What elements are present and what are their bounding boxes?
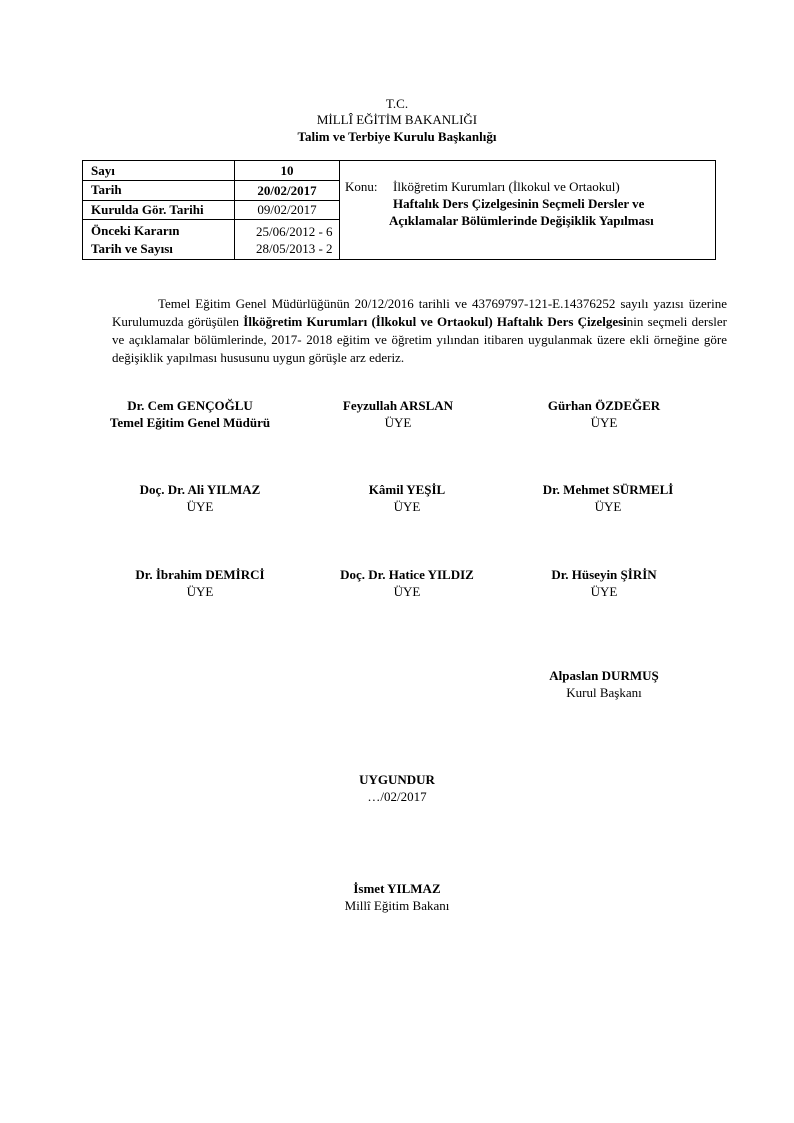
minister-signature — [287, 880, 507, 914]
header-tc: T.C. — [385, 96, 409, 111]
signature-title: ÜYE — [186, 584, 214, 599]
signature-block — [90, 481, 310, 515]
konu-line-2: Haftalık Ders Çizelgesinin Seçmeli Dersler ve — [393, 196, 645, 211]
signature-block — [80, 397, 300, 431]
sayi-label: Sayı — [91, 163, 115, 178]
table-divider — [83, 219, 339, 220]
signature-name: Alpaslan DURMUŞ — [549, 668, 659, 683]
signature-name: Doç. Dr. Hatice YILDIZ — [340, 567, 474, 582]
konu-line-3: Açıklamalar Bölümlerinde Değişiklik Yapılması — [389, 213, 654, 228]
kurulda-label: Kurulda Gör. Tarihi — [91, 202, 204, 217]
signature-name: Doç. Dr. Ali YILMAZ — [139, 482, 261, 497]
signature-title: ÜYE — [594, 499, 622, 514]
signature-name: Gürhan ÖZDEĞER — [547, 398, 661, 413]
table-divider — [83, 200, 339, 201]
kurulda-value: 09/02/2017 — [257, 202, 317, 217]
signature-name: Dr. Mehmet SÜRMELİ — [542, 482, 674, 497]
signature-block — [494, 566, 714, 600]
header-board: Talim ve Terbiye Kurulu Başkanlığı — [297, 129, 497, 144]
body-paragraph — [112, 295, 727, 367]
signature-name: Dr. Hüseyin ŞİRİN — [551, 567, 657, 582]
onceki-value-1: 25/06/2012 - 6 — [256, 224, 333, 239]
approval-block — [287, 771, 507, 805]
tarih-value: 20/02/2017 — [257, 183, 317, 198]
approval-date: …/02/2017 — [367, 789, 427, 804]
paragraph-part-2: nin seçmeli dersler ve açıklamalar bölümlerinde, 2017- 2018 eğitim ve öğretim yılından itibaren uygulanmak üzere ekli örneğine göre değişiklik yapılması hususunu uygun görüşle arz ederiz. — [112, 314, 727, 365]
chairman-signature — [494, 667, 714, 701]
header-ministry: MİLLÎ EĞİTİM BAKANLIĞI — [316, 112, 478, 127]
signature-block — [297, 566, 517, 600]
signature-title: ÜYE — [186, 499, 214, 514]
table-divider — [339, 161, 340, 259]
signature-block — [297, 481, 517, 515]
signature-name: Dr. İbrahim DEMİRCİ — [135, 567, 265, 582]
signature-name: Feyzullah ARSLAN — [342, 398, 454, 413]
signature-title: ÜYE — [393, 584, 421, 599]
paragraph-bold: İlköğretim Kurumları (İlkokul ve Ortaokul) Haftalık Ders Çizelgesi — [243, 314, 627, 329]
konu-label: Konu: — [345, 179, 378, 194]
paragraph-part-1: Temel Eğitim Genel Müdürlüğünün 20/12/2016 tarihli ve 43769797-121-E.14376252 sayılı yazısı üzerine Kurulumuzda görüşülen — [112, 296, 727, 329]
konu-line-1: İlköğretim Kurumları (İlkokul ve Ortaokul) — [393, 179, 620, 194]
onceki-label-1: Önceki Kararın — [91, 223, 180, 238]
meta-table — [82, 160, 716, 260]
onceki-value-2: 28/05/2013 - 2 — [256, 241, 333, 256]
signature-title: Temel Eğitim Genel Müdürü — [109, 415, 271, 430]
signature-title: ÜYE — [384, 415, 412, 430]
tarih-label: Tarih — [91, 182, 122, 197]
signature-title: ÜYE — [590, 415, 618, 430]
signature-name: Dr. Cem GENÇOĞLU — [127, 398, 253, 413]
signature-title: ÜYE — [393, 499, 421, 514]
table-divider — [83, 180, 339, 181]
signature-name: Kâmil YEŞİL — [368, 482, 446, 497]
signature-title: Kurul Başkanı — [566, 685, 642, 700]
signature-block — [494, 397, 714, 431]
signature-block — [288, 397, 508, 431]
signature-title: ÜYE — [590, 584, 618, 599]
minister-title: Millî Eğitim Bakanı — [344, 898, 450, 913]
signature-block — [90, 566, 310, 600]
onceki-label-2: Tarih ve Sayısı — [91, 241, 173, 256]
sayi-value: 10 — [280, 163, 294, 178]
approval-label: UYGUNDUR — [359, 772, 435, 787]
minister-name: İsmet YILMAZ — [353, 881, 441, 896]
signature-block — [498, 481, 718, 515]
